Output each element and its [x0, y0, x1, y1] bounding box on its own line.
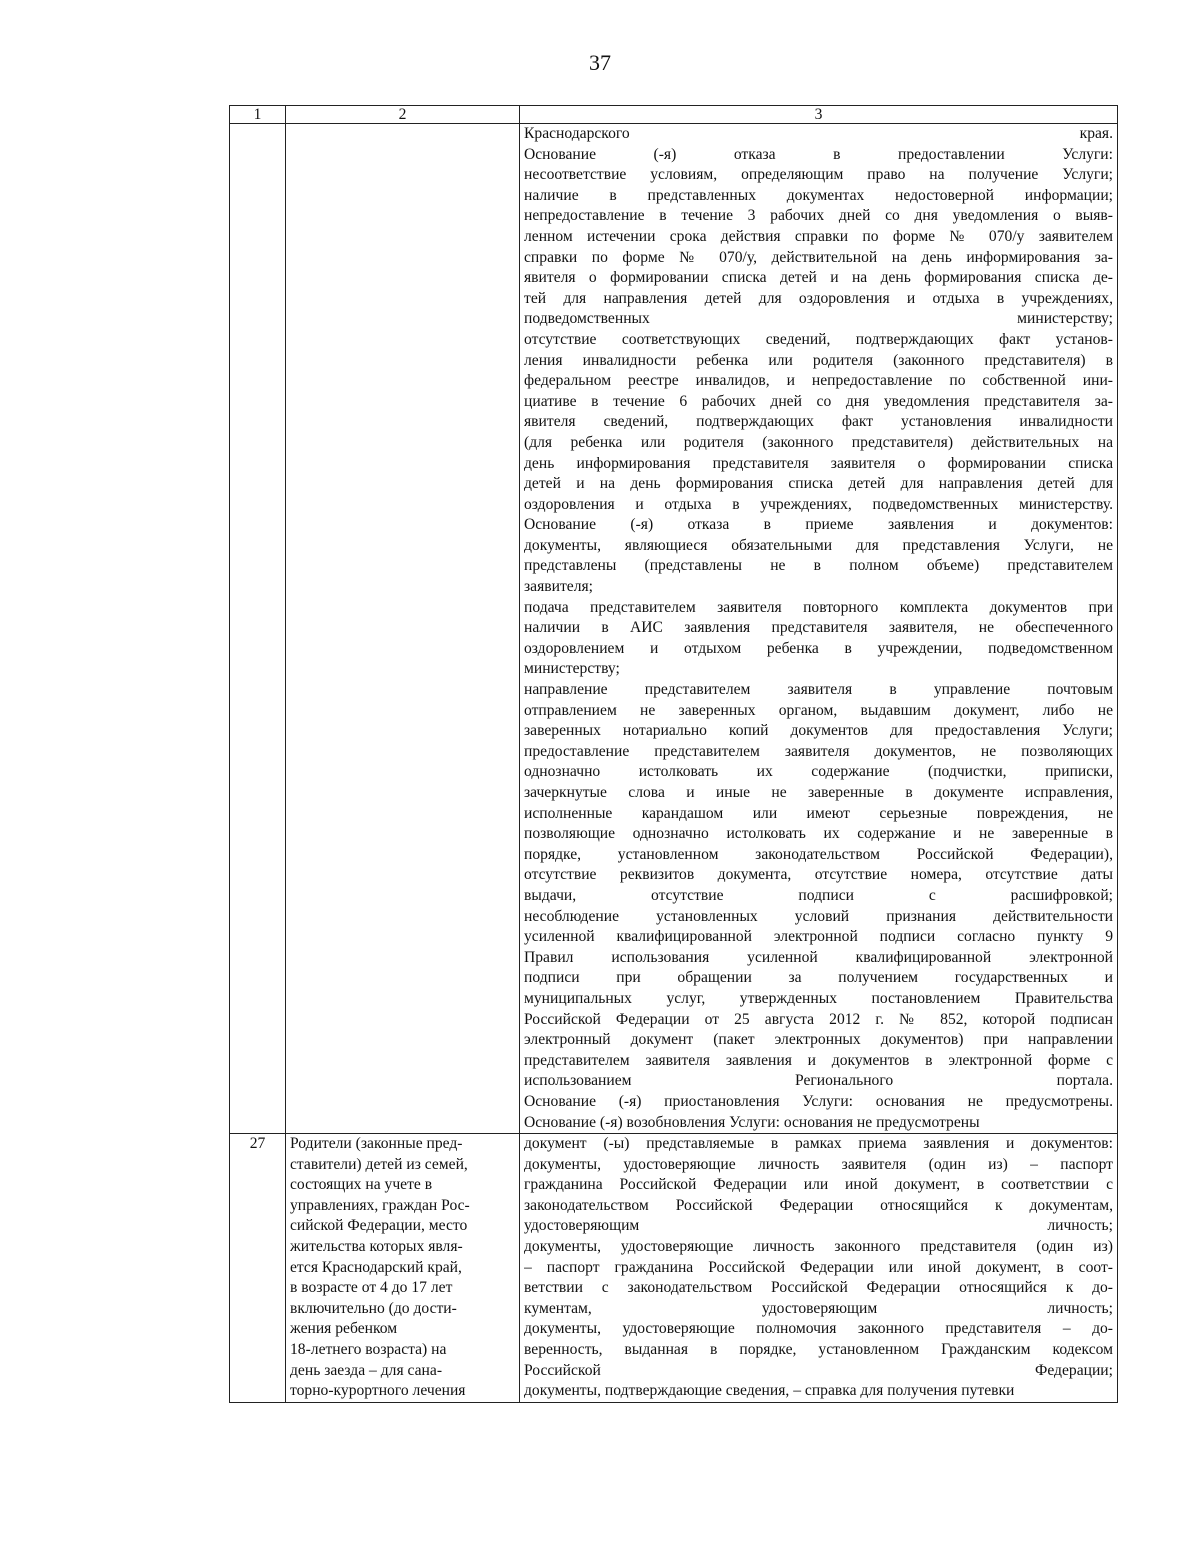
text-line: в возрасте от 4 до 17 лет — [290, 1279, 453, 1297]
text-line: Основание (-я) отказа в предоставлении Услуги: — [524, 145, 1113, 163]
text-line: Основание (-я) приостановления Услуги: основания не предусмотрены. — [524, 1092, 1113, 1110]
text-line: отправлением не заверенных органом, выдавшим документ, либо не — [524, 701, 1113, 719]
text-line: Основание (-я) возобновления Услуги: основания не предусмотрены — [524, 1113, 980, 1131]
text-line: состоящих на учете в — [290, 1176, 433, 1194]
text-line: отсутствие реквизитов документа, отсутствие номера, отсутствие даты — [524, 866, 1113, 884]
text-line: Основание (-я) отказа в приеме заявления и документов: — [524, 516, 1113, 534]
text-line: непредоставление в течение 3 рабочих дней со дня уведомления о выяв- — [524, 207, 1113, 225]
text-line: торно-курортного лечения — [290, 1382, 466, 1400]
text-line: ставители) детей из семей, — [290, 1155, 468, 1173]
header-col-1: 1 — [230, 106, 286, 124]
text-line: муниципальных услуг, утвержденных постановлением Правительства — [524, 989, 1113, 1007]
text-line: порядке, установленном законодательством Российской Федерации), — [524, 845, 1113, 863]
text-line: циативе в течение 6 рабочих дней со дня уведомления представителя за- — [524, 392, 1113, 410]
text-line: однозначно истолковать их содержание (подчистки, приписки, — [524, 763, 1113, 781]
text-line: усиленной квалифицированной электронной подписи согласно пункту 9 — [524, 928, 1113, 946]
text-line: ленном истечении срока действия справки по форме № 070/у заявителем — [524, 227, 1113, 245]
text-line: оздоровлением и отдыхом ребенка в учреждении, подведомственном — [524, 639, 1113, 657]
text-line: наличие в представленных документах недостоверной информации; — [524, 186, 1113, 204]
text-line: электронный документ (пакет электронных документов) при направлении — [524, 1031, 1113, 1049]
text-line: документы, подтверждающие сведения, – справка для получения путевки — [524, 1382, 1015, 1400]
text-line: явителя сведений, подтверждающих факт установления инвалидности — [524, 413, 1113, 431]
text-line: наличии в АИС заявления представителя заявителя, не обеспеченного — [524, 619, 1113, 637]
text-line: документы, удостоверяющие личность заявителя (один из) – паспорт — [524, 1155, 1113, 1173]
text-line: Российской Федерации от 25 августа 2012 г. № 852, которой подписан — [524, 1010, 1113, 1028]
text-line: оздоровления и отдыха в учреждениях, подведомственных министерству. — [524, 495, 1113, 513]
text-line: включительно (до дости- — [290, 1299, 457, 1317]
text-line: день заезда – для сана- — [290, 1361, 443, 1379]
text-line: документы, являющиеся обязательными для представления Услуги, не — [524, 536, 1113, 554]
document-table — [229, 105, 1118, 1403]
text-line: подача представителем заявителя повторного комплекта документов при — [524, 598, 1113, 616]
text-line: управлениях, граждан Рос- — [290, 1196, 470, 1214]
text-line: документы, удостоверяющие полномочия законного представителя – до- — [524, 1320, 1113, 1338]
details-cell — [520, 124, 1118, 1134]
text-line: представителем заявителя заявления и документов в электронной форме с — [524, 1051, 1113, 1069]
table-header-row — [230, 106, 1118, 124]
text-line: Российской Федерации; — [524, 1361, 1113, 1379]
row-number-cell — [230, 124, 286, 1134]
details-cell — [520, 1134, 1118, 1403]
text-line: тей для направления детей для оздоровления и отдыха в учреждениях, — [524, 289, 1113, 307]
text-line: Родители (законные пред- — [290, 1135, 463, 1153]
text-line: использованием Регионального портала. — [524, 1072, 1113, 1090]
text-line: отсутствие соответствующих сведений, подтверждающих факт установ- — [524, 330, 1113, 348]
text-line: предоставление представителем заявителя документов, не позволяющих — [524, 742, 1113, 760]
text-line: – паспорт гражданина Российской Федерации или иной документ, в соот- — [524, 1258, 1113, 1276]
text-line: удостоверяющим личность; — [524, 1217, 1113, 1235]
text-line: подведомственных министерству; — [524, 310, 1113, 328]
text-line: документы, удостоверяющие личность законного представителя (один из) — [524, 1238, 1113, 1256]
text-line: детей и на день формирования списка детей для направления детей для — [524, 475, 1113, 493]
text-line: Краснодарского края. — [524, 125, 1113, 142]
text-line: федеральном реестре инвалидов, и непредоставление по собственной ини- — [524, 372, 1113, 390]
text-line: гражданина Российской Федерации или иной документ, в соответствии с — [524, 1176, 1113, 1194]
row-number-cell: 27 — [230, 1134, 286, 1403]
text-line: зачеркнутые слова и иные не заверенные в документе исправления, — [524, 784, 1113, 801]
text-line: ется Краснодарский край, — [290, 1258, 462, 1276]
text-line: заверенных нотариально копий документов для предоставления Услуги; — [524, 722, 1113, 740]
text-line: ветствии с законодательством Российской Федерации относящийся к до- — [524, 1279, 1113, 1297]
text-line: Правил использования усиленной квалифицированной электронной — [524, 948, 1113, 966]
text-line: жения ребенком — [290, 1320, 398, 1338]
text-line: веренность, выданная в порядке, установленном Гражданским кодексом — [524, 1341, 1113, 1359]
text-line: представлены (представлены не в полном объеме) представителем — [524, 557, 1113, 575]
header-col-3: 3 — [520, 106, 1118, 124]
text-line: день информирования представителя заявителя о формировании списка — [524, 454, 1113, 472]
text-line: заявителя; — [524, 578, 593, 596]
text-line: справки по форме № 070/у, действительной на день информирования за- — [524, 248, 1113, 266]
text-line: кументам, удостоверяющим личность; — [524, 1299, 1113, 1317]
text-line: министерству; — [524, 660, 620, 678]
category-cell — [286, 124, 520, 1134]
text-line: исполненные карандашом или имеют серьезные повреждения, не — [524, 804, 1113, 822]
header-col-2: 2 — [286, 106, 520, 124]
table-row — [230, 124, 1118, 1134]
text-line: подписи при обращении за получением государственных и — [524, 969, 1113, 987]
text-line: позволяющие однозначно истолковать их содержание и не заверенные в — [524, 825, 1113, 843]
text-line: выдачи, отсутствие подписи с расшифровкой; — [524, 886, 1113, 904]
text-line: жительства которых явля- — [290, 1238, 463, 1256]
text-line: документ (-ы) представляемые в рамках приема заявления и документов: — [524, 1135, 1113, 1153]
text-line: законодательством Российской Федерации относящийся к документам, — [524, 1196, 1113, 1214]
category-cell — [286, 1134, 520, 1403]
text-line: (для ребенка или родителя (законного представителя) действительных на — [524, 433, 1113, 451]
text-line: несоблюдение установленных условий признания действительности — [524, 907, 1113, 925]
text-line: несоответствие условиям, определяющим право на получение Услуги; — [524, 166, 1113, 184]
text-line: явителя о формировании списка детей и на день формирования списка де- — [524, 269, 1113, 287]
text-line: направление представителем заявителя в управление почтовым — [524, 681, 1113, 699]
text-line: 18-летнего возраста) на — [290, 1341, 447, 1359]
text-line: ления инвалидности ребенка или родителя (законного представителя) в — [524, 351, 1113, 369]
table-row — [230, 1134, 1118, 1403]
text-line: сийской Федерации, место — [290, 1217, 468, 1235]
page-number: 37 — [589, 50, 611, 75]
